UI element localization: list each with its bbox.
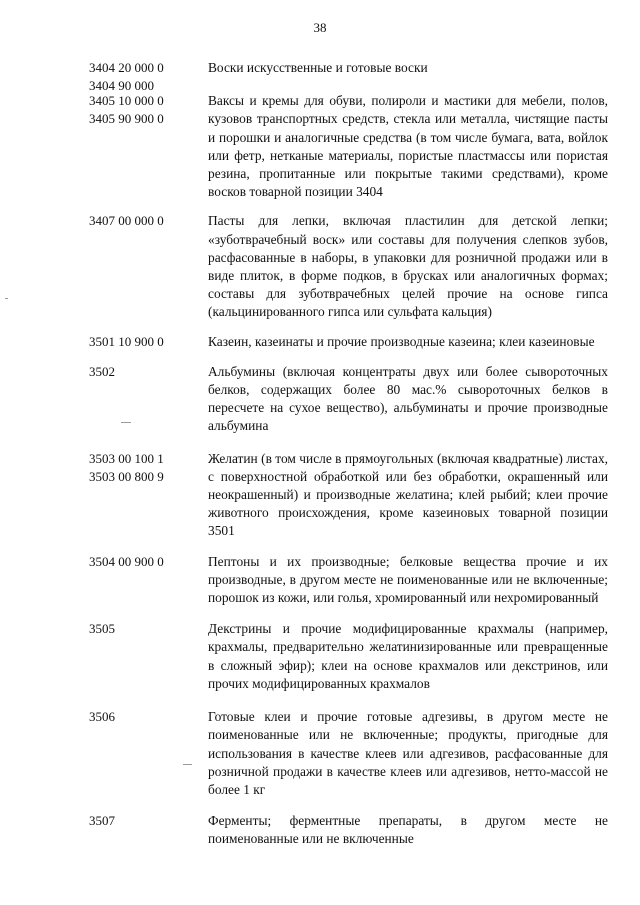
tariff-code: 3404 20 000 0 xyxy=(89,60,164,75)
entry-codes xyxy=(89,59,199,95)
tariff-entry xyxy=(0,450,640,541)
tariff-code: 3503 00 800 9 xyxy=(89,468,164,484)
entry-codes xyxy=(89,363,199,381)
entry-description: Ваксы и кремы для обуви, полироли и мастики для мебели, полов, кузовов транспортных средств, стекла или металла, чистящие пасты и порошки и аналогичные средства (в том числе бумага, вата, войлок или фетр, нетканые материалы, пористые пластмассы или пористая резина, пропитанные или покрытые такими средствами), кроме восков товарной позиции 3404 xyxy=(208,93,608,200)
scan-mark xyxy=(121,422,131,423)
entry-description: Казеин, казеинаты и прочие производные казеина; клеи казеиновые xyxy=(208,333,595,349)
entry-description: Альбумины (включая концентраты двух или более сывороточных белков, содержащих более 80 мас.% сывороточных белков в пересчете на сухое вещество), альбуминаты и прочие производные альбумина xyxy=(208,363,608,434)
tariff-entry xyxy=(0,553,640,608)
tariff-code: 3503 00 100 1 xyxy=(89,450,164,466)
tariff-code: 3505 xyxy=(89,621,115,637)
tariff-entry xyxy=(0,620,640,693)
tariff-code: 3502 xyxy=(89,363,115,379)
tariff-code: 3501 10 900 0 xyxy=(89,333,164,349)
entry-description: Желатин (в том числе в прямоугольных (включая квадратные) листах, с поверхностной обработкой или без обработки, окрашенный или неокрашенный) и производные желатина; клей рыбий; клеи прочие животного происхождения, кроме казеиновых товарной позиции 3501 xyxy=(208,450,608,539)
scan-mark xyxy=(183,764,192,765)
tariff-entry xyxy=(0,92,640,201)
tariff-entry xyxy=(0,708,640,799)
entry-codes xyxy=(89,212,199,230)
tariff-code: 3504 00 900 0 xyxy=(89,553,164,569)
scan-mark xyxy=(5,298,8,299)
entry-description: Воски искусственные и готовые воски xyxy=(208,60,428,75)
entry-codes xyxy=(89,553,199,571)
tariff-code: 3506 xyxy=(89,709,115,725)
tariff-code: 3405 90 900 0 xyxy=(89,111,164,127)
entry-codes xyxy=(89,450,199,486)
tariff-entry xyxy=(0,812,640,848)
tariff-code: 3507 xyxy=(89,813,115,829)
tariff-entry xyxy=(0,59,640,94)
entry-codes xyxy=(89,812,199,830)
entry-description: Ферменты; ферментные препараты, в другом месте не поименованные или не включенные xyxy=(208,813,608,847)
tariff-entry xyxy=(0,212,640,321)
entry-codes xyxy=(89,333,199,351)
tariff-entry xyxy=(0,363,640,436)
entry-description: Пасты для лепки, включая пластилин для детской лепки; «зуботврачебный воск» или составы для получения слепков зубов, расфасованные в наборы, в упаковки для розничной продажи или в виде плиток, в форме подков, в брусках или аналогичных формах; составы для зуботврачебных целей прочие на основе гипса (кальцинированного гипса или сульфата кальция) xyxy=(208,213,608,320)
entry-codes xyxy=(89,92,199,128)
tariff-code: 3405 10 000 0 xyxy=(89,93,164,109)
entry-codes xyxy=(89,708,199,726)
tariff-code: 3404 90 000 xyxy=(89,78,154,94)
tariff-code: 3407 00 000 0 xyxy=(89,213,164,229)
entry-codes xyxy=(89,620,199,638)
entry-description: Декстрины и прочие модифицированные крахмалы (например, крахмалы, предварительно желатинизированные или превращенные в сложный эфир); клеи на основе крахмалов или декстринов, или прочих модифицированных крахмалов xyxy=(208,621,608,691)
entry-description: Пептоны и их производные; белковые вещества прочие и их производные, в другом месте не поименованные или не включенные; порошок из кожи, или голья, хромированный или нехромированный xyxy=(208,553,608,606)
entry-description: Готовые клеи и прочие готовые адгезивы, в другом месте не поименованные или не включенные; продукты, пригодные для использования в качестве клеев или адгезивов, расфасованные для розничной продажи в качестве клеев или адгезивов, нетто-массой не более 1 кг xyxy=(208,709,608,797)
tariff-entry-list xyxy=(0,59,640,849)
page-number: 38 xyxy=(313,20,327,35)
tariff-entry xyxy=(0,333,640,351)
